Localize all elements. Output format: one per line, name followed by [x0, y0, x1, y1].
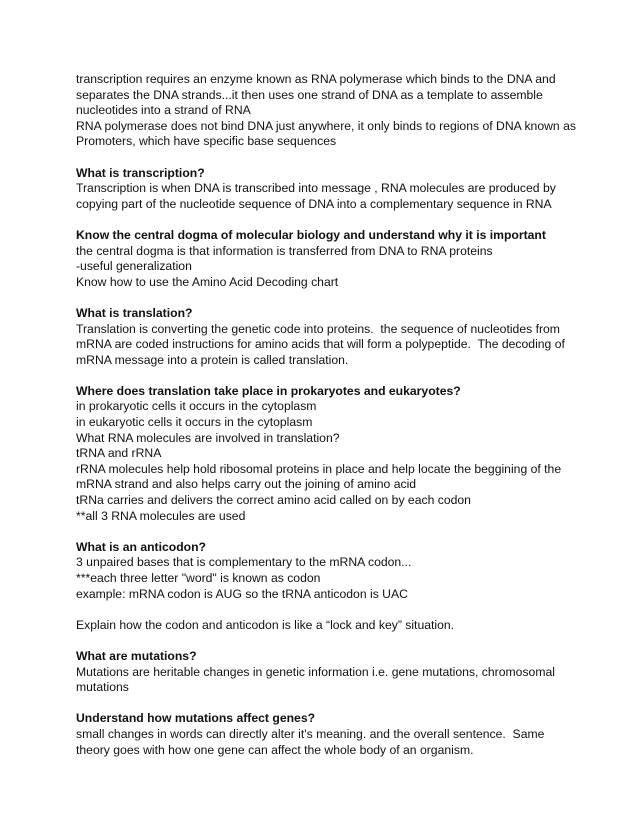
paragraph: example: mRNA codon is AUG so the tRNA anticodon is UAC — [76, 586, 408, 601]
paragraph: small changes in words can directly alter it's meaning. and the overall sentence. Same theory goes with how one gene can affect the whole body of an organism. — [76, 726, 548, 757]
section-anticodon — [76, 540, 576, 602]
paragraph: rRNA molecules help hold ribosomal proteins in place and help locate the beggining of the mRNA strand and also helps carry out the joining of amino acid — [76, 461, 565, 492]
paragraph: in prokaryotic cells it occurs in the cytoplasm — [76, 399, 317, 414]
paragraph: Translation is converting the genetic code into proteins. the sequence of nucleotides from mRNA are coded instructions for amino acids that will form a polypeptide. The decoding of mRNA message into a protein is called translation. — [76, 321, 569, 367]
paragraph: RNA polymerase does not bind DNA just anywhere, it only binds to regions of DNA known as Promoters, which have specific base sequences — [76, 118, 580, 149]
section-heading: What are mutations? — [76, 648, 197, 663]
paragraph: ***each three letter "word" is known as codon — [76, 571, 321, 585]
section-mutation-effects — [76, 711, 576, 758]
section-heading: Know the central dogma of molecular biology and understand why it is important — [76, 227, 546, 242]
paragraph: **all 3 RNA molecules are used — [76, 508, 246, 523]
paragraph: Know how to use the Amino Acid Decoding chart — [76, 274, 339, 289]
section-translation — [76, 306, 576, 368]
paragraph: the central dogma is that information is transferred from DNA to RNA proteins — [76, 243, 493, 258]
section-central-dogma — [76, 228, 576, 290]
document-page — [76, 72, 580, 758]
paragraph: tRNa carries and delivers the correct amino acid called on by each codon — [76, 493, 471, 508]
section-rna-polymerase — [76, 72, 580, 150]
section-heading: What is translation? — [76, 305, 193, 320]
section-mutations — [76, 649, 576, 696]
paragraph: What RNA molecules are involved in translation? — [76, 430, 340, 445]
section-lock-and-key — [76, 618, 576, 634]
section-heading: Where does translation take place in prokaryotes and eukaryotes? — [76, 383, 461, 398]
paragraph: transcription requires an enzyme known as RNA polymerase which binds to the DNA and separates the DNA strands...it then uses one strand of DNA as a template to assemble nucleotides into a strand of RNA — [76, 72, 560, 118]
paragraph: -useful generalization — [76, 259, 192, 274]
paragraph: Transcription is when DNA is transcribed into message , RNA molecules are produced by copying part of the nucleotide sequence of DNA into a complementary sequence in RNA — [76, 181, 560, 211]
section-translation-location — [76, 384, 576, 524]
paragraph: 3 unpaired bases that is complementary to the mRNA codon... — [76, 555, 412, 570]
paragraph: tRNA and rRNA — [76, 446, 162, 461]
section-heading: What is transcription? — [76, 165, 205, 180]
section-heading: What is an anticodon? — [76, 539, 206, 554]
paragraph: Explain how the codon and anticodon is like a “lock and key” situation. — [76, 617, 455, 632]
section-transcription — [76, 166, 576, 213]
section-heading: Understand how mutations affect genes? — [76, 711, 316, 726]
paragraph: in eukaryotic cells it occurs in the cytoplasm — [76, 415, 313, 430]
paragraph: Mutations are heritable changes in genetic information i.e. gene mutations, chromosomal mutations — [76, 664, 559, 695]
